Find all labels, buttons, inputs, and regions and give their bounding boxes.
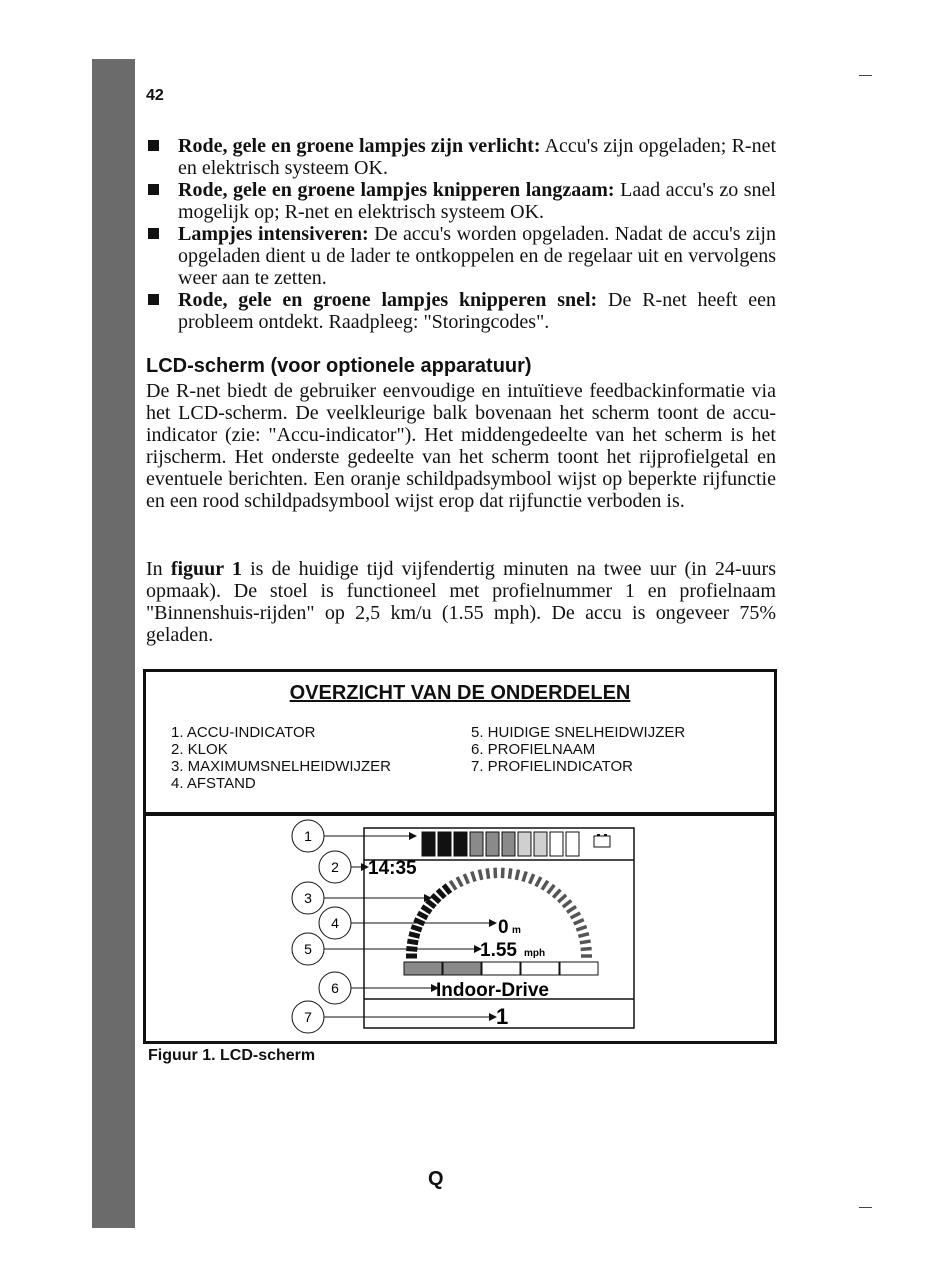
gauge-tick — [422, 907, 431, 913]
battery-segment — [486, 832, 499, 856]
battery-segment — [534, 832, 547, 856]
battery-indicator — [422, 832, 579, 856]
speed-bar-segment — [560, 962, 598, 975]
battery-segment — [518, 832, 531, 856]
callout-number: 7 — [304, 1009, 312, 1025]
gauge-tick — [581, 949, 592, 950]
gauge-tick — [472, 872, 475, 882]
bullet-item: Rode, gele en groene lampjes knipperen snel: De R-net heeft een probleem ontdekt. Raadpleeg: "Storingcodes". — [146, 289, 776, 333]
page-number: 42 — [146, 87, 164, 104]
gauge-tick — [571, 913, 581, 918]
lcd-diagram — [146, 816, 774, 1041]
speed-unit: mph — [524, 948, 546, 959]
gauge-tick — [487, 868, 488, 878]
parts-list-right — [471, 724, 685, 775]
battery-segment — [550, 832, 563, 856]
gauge-tick — [409, 934, 420, 937]
gauge-tick — [558, 895, 566, 902]
speed-bar-segment — [482, 962, 520, 975]
paragraph-intro: De R-net biedt de gebruiker eenvoudige en intuïtieve feedbackinformatie via het LCD-scherm. De veelkleurige balk bovenaan het scherm toont de accu-indicator (zie: "Accu-indicator"). Het middengedeelte van het scherm is het rijscherm. Het onderste gedeelte van het scherm toont het rijprofielgetal en eventuele berichten. Een oranje schildpadsymbool wijst op beperkte rijfunctie en een rood schildpadsymbool wijst erop dat rijfunctie verboden is. — [146, 380, 776, 512]
gauge-tick — [457, 877, 462, 886]
gauge-tick — [576, 927, 586, 930]
brand-logo: Q — [428, 1168, 444, 1190]
distance-unit: m — [512, 925, 521, 936]
gauge-tick — [411, 927, 421, 930]
callout-number: 5 — [304, 941, 312, 957]
gauge-tick — [427, 900, 436, 907]
figure-frame — [143, 669, 777, 1044]
section-heading: LCD-scherm (voor optionele apparatuur) — [146, 355, 532, 377]
part-item: 6. PROFIELNAAM — [471, 741, 596, 758]
profile-name: Indoor-Drive — [436, 980, 549, 1001]
battery-segment — [454, 832, 467, 856]
gauge-tick — [432, 895, 440, 902]
parts-list-left — [171, 724, 391, 792]
gauge-tick — [542, 881, 548, 890]
battery-icon — [594, 834, 610, 847]
gauge-tick — [563, 900, 572, 907]
part-item: 5. HUIDIGE SNELHEIDWIJZER — [471, 724, 686, 741]
gauge-tick — [523, 872, 526, 882]
gauge-tick — [438, 890, 445, 898]
bullet-item: Rode, gele en groene lampjes zijn verlicht: Accu's zijn opgeladen; R-net en elektrisch systeem OK. — [146, 135, 776, 179]
bullet-square-icon — [148, 294, 159, 305]
gauge-tick — [578, 934, 589, 937]
battery-segment — [422, 832, 435, 856]
figure-title: OVERZICHT VAN DE ONDERDELEN — [289, 682, 631, 704]
part-item: 1. ACCU-INDICATOR — [171, 724, 316, 741]
parts-overview — [146, 672, 774, 816]
callout-number: 1 — [304, 828, 312, 844]
bullet-square-icon — [148, 140, 159, 151]
gauge-tick — [548, 885, 555, 893]
callout-number: 3 — [304, 890, 312, 906]
battery-segment — [438, 832, 451, 856]
callout-number: 4 — [331, 915, 339, 931]
gauge-tick — [464, 874, 468, 884]
gauge-tick — [580, 941, 591, 943]
crop-mark — [859, 1207, 872, 1208]
paragraph-figure-description: In figuur 1 is de huidige tijd vijfendertig minuten na twee uur (in 24-uurs opmaak). De stoel is functioneel met profielnummer 1 en profielnaam "Binnenshuis-rijden" op 2,5 km/u (1.55 mph). De accu is ongeveer 75% geladen. — [146, 558, 776, 646]
distance-value: 0 — [498, 917, 509, 938]
gauge-tick — [450, 881, 456, 890]
clock-readout: 14:35 — [368, 858, 417, 879]
part-item: 3. MAXIMUMSNELHEIDWIJZER — [171, 758, 392, 775]
battery-segment — [470, 832, 483, 856]
page-sidebar — [92, 59, 135, 1228]
speed-value: 1.55 — [480, 940, 517, 961]
max-speed-bar — [404, 962, 598, 975]
gauge-tick — [479, 870, 481, 880]
gauge-tick — [567, 907, 576, 913]
gauge-tick — [444, 885, 451, 893]
callout-number: 6 — [331, 980, 339, 996]
gauge-tick — [407, 941, 418, 943]
part-item: 4. AFSTAND — [171, 775, 256, 792]
figure-caption: Figuur 1. LCD-scherm — [148, 1047, 316, 1064]
battery-segment — [566, 832, 579, 856]
crop-mark — [859, 75, 872, 76]
bullet-square-icon — [148, 184, 159, 195]
bullet-list — [146, 135, 776, 333]
bullet-square-icon — [148, 228, 159, 239]
gauge-tick — [536, 877, 541, 886]
battery-segment — [502, 832, 515, 856]
part-item: 7. PROFIELINDICATOR — [471, 758, 633, 775]
gauge-tick — [574, 920, 584, 924]
bullet-item: Rode, gele en groene lampjes knipperen langzaam: Laad accu's zo snel mogelijk op; R-net en elektrisch systeem OK. — [146, 179, 776, 223]
gauge-tick — [418, 913, 428, 918]
bullet-item: Lampjes intensiveren: De accu's worden opgeladen. Nadat de accu's zijn opgeladen dient u de lader te ontkoppelen en de regelaar uit en vervolgens weer aan te zetten. — [146, 223, 776, 289]
part-item: 2. KLOK — [171, 741, 228, 758]
speed-bar-segment — [404, 962, 442, 975]
gauge-tick — [509, 868, 510, 878]
callout-number: 2 — [331, 859, 339, 875]
profile-number: 1 — [496, 1004, 509, 1029]
gauge-tick — [530, 874, 534, 884]
speed-bar-segment — [521, 962, 559, 975]
speed-bar-segment — [443, 962, 481, 975]
gauge-tick — [553, 890, 560, 898]
gauge-tick — [516, 870, 518, 880]
